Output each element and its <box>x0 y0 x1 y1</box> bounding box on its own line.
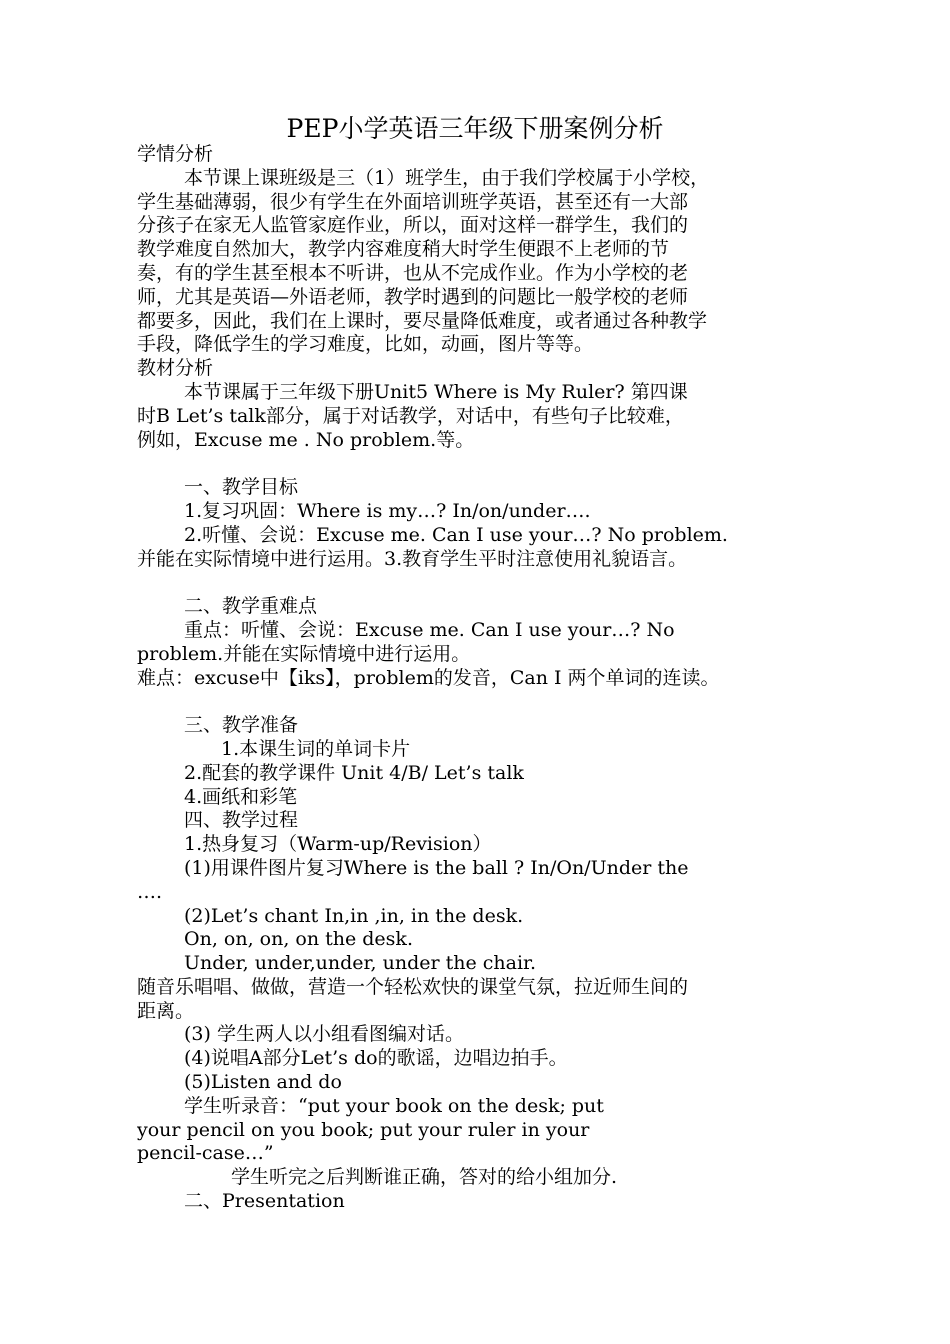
blank-line <box>137 571 817 595</box>
paragraph-line: 随音乐唱唱、做做，营造一个轻松欢快的课堂气氛，拉近师生间的 <box>137 975 689 998</box>
document-body <box>137 143 817 1214</box>
paragraph-line: 手段，降低学生的学习难度，比如，动画，图片等等。 <box>137 333 594 356</box>
list-item: 1.热身复习（Warm-up/Revision） <box>184 833 492 856</box>
document-title: PEP小学英语三年级下册案例分析 <box>286 114 664 143</box>
paragraph-line: 学生基础薄弱，很少有学生在外面培训班学英语，甚至还有一大部 <box>137 190 689 213</box>
chant-line: On, on, on, on the desk. <box>184 928 413 951</box>
paragraph-line: 学生听完之后判断谁正确，答对的给小组加分. <box>231 1166 618 1189</box>
paragraph-line: 都要多，因此，我们在上课时，要尽量降低难度，或者通过各种教学 <box>137 309 708 332</box>
paragraph-line: pencil-case…” <box>137 1142 274 1165</box>
list-item: (1)用课件图片复习Where is the ball ? In/On/Under the <box>184 856 689 879</box>
list-item: (3) 学生两人以小组看图编对话。 <box>184 1023 464 1046</box>
list-item: 1.复习巩固：Where is my…? In/on/under…. <box>184 499 591 522</box>
paragraph-line: 时B Let’s talk部分，属于对话教学，对话中，有些句子比较难， <box>137 404 684 427</box>
list-item: 2.听懂、会说：Excuse me. Can I use your…? No problem. <box>184 523 728 546</box>
blank-line <box>137 690 817 714</box>
section-heading-teaching-goals: 一、教学目标 <box>184 476 299 499</box>
paragraph-line: …. <box>137 880 163 903</box>
paragraph-line: 距离。 <box>137 999 195 1022</box>
section-heading-preparation: 三、教学准备 <box>184 714 299 737</box>
section-heading-material-analysis: 教材分析 <box>137 357 214 380</box>
list-item: 1.本课生词的单词卡片 <box>221 737 411 760</box>
paragraph-line: 本节课属于三年级下册Unit5 Where is My Ruler? 第四课 <box>184 380 688 403</box>
paragraph-line: 重点：听懂、会说：Excuse me. Can I use your…? No <box>184 618 675 641</box>
paragraph-line: 分孩子在家无人监管家庭作业，所以，面对这样一群学生，我们的 <box>137 214 689 237</box>
paragraph-line: 教学难度自然加大，教学内容难度稍大时学生便跟不上老师的节 <box>137 238 670 261</box>
section-heading-key-points: 二、教学重难点 <box>184 595 318 618</box>
list-item: (4)说唱A部分Let’s do的歌谣，边唱边拍手。 <box>184 1047 568 1070</box>
paragraph-line: 本节课上课班级是三（1）班学生，由于我们学校属于小学校， <box>184 166 710 189</box>
paragraph-line: 并能在实际情境中进行运用。3.教育学生平时注意使用礼貌语言。 <box>137 547 688 570</box>
list-item: 4.画纸和彩笔 <box>184 785 298 808</box>
paragraph-line: 奏，有的学生甚至根本不听讲，也从不完成作业。作为小学校的老 <box>137 261 689 284</box>
paragraph-line: 师，尤其是英语—外语老师，教学时遇到的问题比一般学校的老师 <box>137 285 689 308</box>
chant-line: Under, under,under, under the chair. <box>184 952 537 975</box>
list-item: 2.配套的教学课件 Unit 4/B/ Let’s talk <box>184 761 524 784</box>
paragraph-line: problem.并能在实际情境中进行运用。 <box>137 642 471 665</box>
list-item: (2)Let’s chant In,in ,in, in the desk. <box>184 904 524 927</box>
paragraph-line: 学生听录音：“put your book on the desk; put <box>184 1094 604 1117</box>
list-item: (5)Listen and do <box>184 1071 342 1094</box>
paragraph-line: 难点：excuse中【iks】，problem的发音，Can I 两个单词的连读。 <box>137 666 720 689</box>
paragraph-line: your pencil on you book; put your ruler in your <box>137 1118 590 1141</box>
blank-line <box>137 452 817 476</box>
section-heading-presentation: 二、Presentation <box>184 1190 345 1213</box>
section-heading-learner-analysis: 学情分析 <box>137 143 214 165</box>
section-heading-process: 四、教学过程 <box>184 809 299 832</box>
paragraph-line: 例如，Excuse me . No problem.等。 <box>137 428 475 451</box>
